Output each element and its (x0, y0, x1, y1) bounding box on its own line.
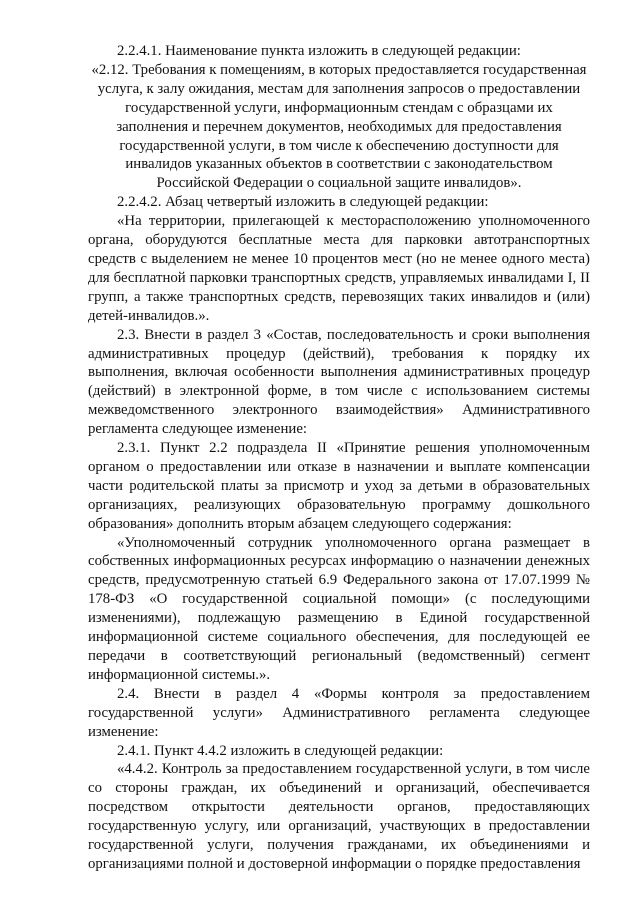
paragraph-4-4-2: «4.4.2. Контроль за предоставлением государственной услуги, в том числе со стороны граждан, их объединений и организаций, обеспечивается посредством открытости деятельности органов, предоставляющих государственную услугу, или организаций, участвующих в предоставлении государственной услуги, получения гражданами, их объединениями и организациями полной и достоверной информации о порядке предоставления (88, 761, 590, 872)
paragraph-2-12-title: «2.12. Требования к помещениям, в которых предоставляется государственная услуга, к залу ожидания, местам для заполнения запросов о предоставлении государственной услуги, информационным стендам с образцами их заполнения и перечнем документов, необходимых для предоставления государственной услуги, в том числе к обеспечению доступности для инвалидов указанных объектов в соответствии с законодательством Российской Федерации о социальной защите инвалидов». (91, 61, 587, 192)
document-body (88, 42, 590, 874)
paragraph-2-3-1: 2.3.1. Пункт 2.2 подраздела II «Принятие решения уполномоченным органом о предоставлении или отказе в назначении и выплате компенсации части родительской платы за присмотр и уход за детьми в образовательных организациях, реализующих образовательную программу дошкольного образования» дополнить вторым абзацем следующего содержания: (88, 440, 590, 532)
paragraph-2-3: 2.3. Внести в раздел 3 «Состав, последовательность и сроки выполнения административных процедур (действий), требования к порядку их выполнения, включая особенности выполнения административных процедур (действий) в электронной форме, в том числе с использованием системы межведомственного электронного взаимодействия» Административного регламента следующее изменение: (88, 326, 590, 438)
paragraph-2-2-4-1: 2.2.4.1. Наименование пункта изложить в следующей редакции: (117, 43, 521, 59)
paragraph-parking: «На территории, прилегающей к месторасположению уполномоченного органа, оборудуются бесплатные места для парковки автотранспортных средств с выделением не менее 10 процентов мест (но не менее одного места) для бесплатной парковки транспортных средств, управляемых инвалидами I, II групп, а также транспортных средств, перевозящих таких инвалидов и (или) детей-инвалидов.». (88, 213, 590, 324)
paragraph-authorized-employee: «Уполномоченный сотрудник уполномоченного органа размещает в собственных информационных ресурсах информацию о назначении денежных средств, предусмотренную статьей 6.9 Федерального закона от 17.07.1999 № 178-ФЗ «О государственной социальной помощи» (с последующими изменениями), подлежащую размещению в Единой государственной информационной системе социального обеспечения, для последующей ее передачи в соответствующий региональный (ведомственный) сегмент информационной системы.». (88, 534, 590, 683)
paragraph-2-4: 2.4. Внести в раздел 4 «Формы контроля за предоставлением государственной услуги» Административного регламента следующее изменение: (88, 685, 590, 740)
paragraph-2-4-1: 2.4.1. Пункт 4.4.2 изложить в следующей редакции: (117, 742, 444, 759)
paragraph-2-2-4-2: 2.2.4.2. Абзац четвертый изложить в следующей редакции: (117, 194, 489, 211)
